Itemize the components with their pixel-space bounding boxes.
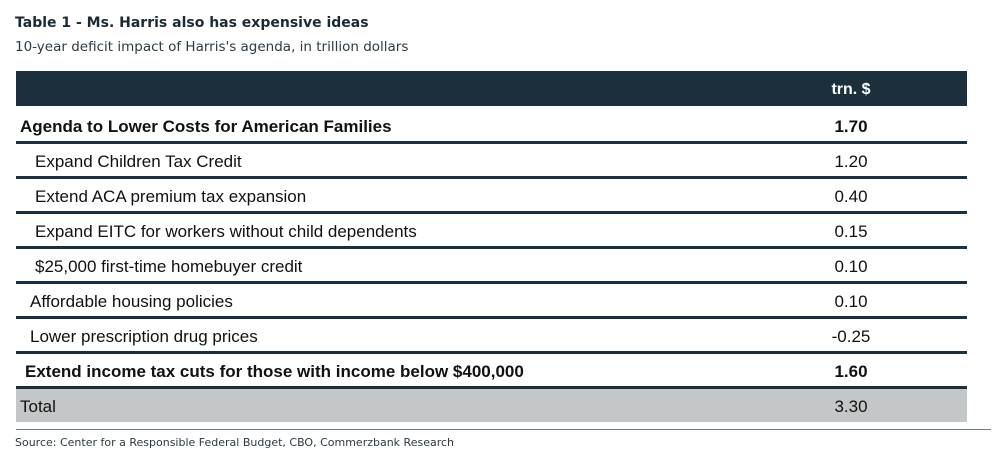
row-label: Affordable housing policies	[30, 292, 233, 311]
table-title: Table 1 - Ms. Harris also has expensive ideas	[15, 15, 369, 31]
row-label: Expand Children Tax Credit	[35, 152, 242, 171]
table-row-total	[16, 389, 967, 422]
table-row	[16, 249, 967, 284]
row-value: 0.10	[834, 257, 868, 276]
table-row	[16, 319, 967, 354]
table-subtitle: 10-year deficit impact of Harris's agenda, in trillion dollars	[15, 39, 409, 55]
table-row	[16, 144, 967, 179]
row-value: 1.60	[834, 362, 868, 381]
row-label: Expand EITC for workers without child dependents	[35, 222, 417, 241]
row-value: 0.15	[834, 222, 868, 241]
table-header	[16, 71, 967, 109]
footer-divider	[16, 429, 991, 430]
row-value: 0.40	[834, 187, 868, 206]
table-row	[16, 179, 967, 214]
row-label: Agenda to Lower Costs for American Families	[20, 117, 392, 136]
deficit-table	[16, 71, 967, 422]
column-header-trn: trn. $	[831, 81, 871, 98]
table-row	[16, 354, 967, 389]
row-label: Total	[20, 397, 56, 416]
row-label: $25,000 first-time homebuyer credit	[35, 257, 303, 276]
row-label: Lower prescription drug prices	[30, 327, 258, 346]
table-row	[16, 214, 967, 249]
table-row	[16, 284, 967, 319]
table-row	[16, 109, 967, 144]
row-label: Extend income tax cuts for those with income below $400,000	[25, 362, 524, 381]
source-note: Source: Center for a Responsible Federal Budget, CBO, Commerzbank Research	[15, 436, 455, 449]
row-label: Extend ACA premium tax expansion	[35, 187, 307, 206]
row-value: 3.30	[834, 397, 868, 416]
row-value: 0.10	[834, 292, 868, 311]
row-value: -0.25	[831, 327, 871, 346]
row-value: 1.20	[834, 152, 868, 171]
row-value: 1.70	[834, 117, 868, 136]
